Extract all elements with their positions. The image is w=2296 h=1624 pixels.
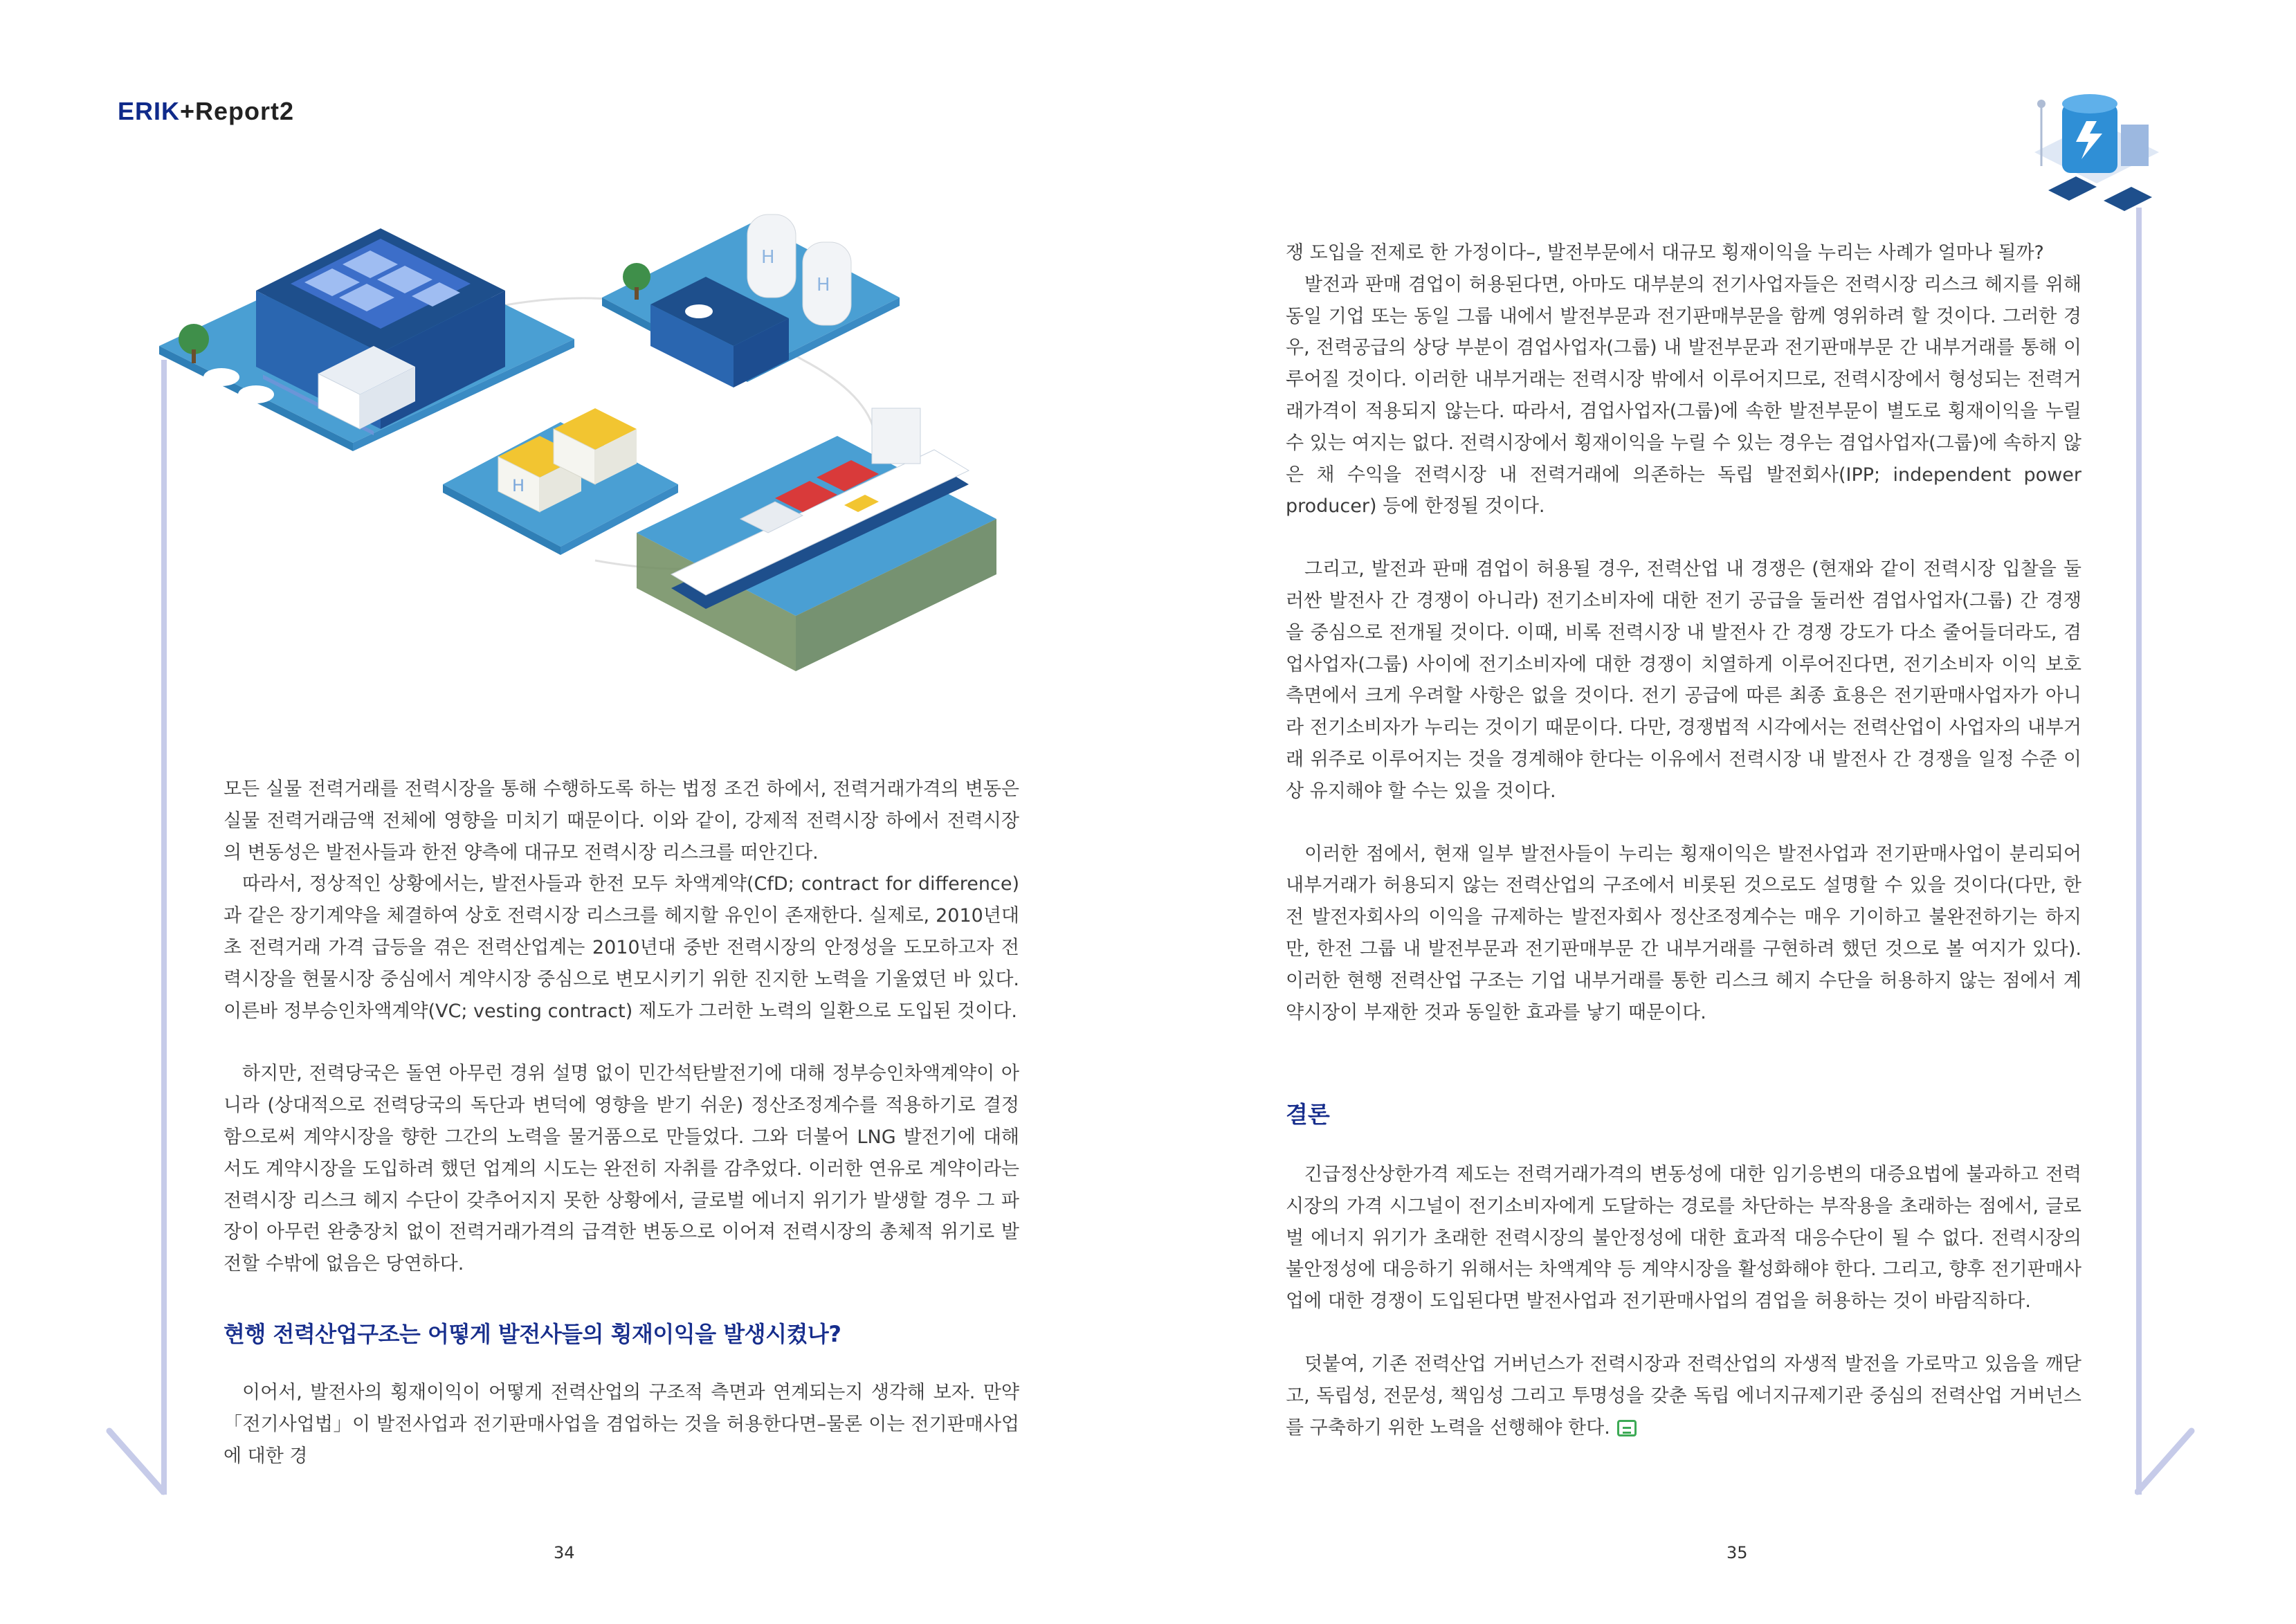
right-rule-hook xyxy=(2135,1418,2204,1502)
right-paragraph-1: 쟁 도입을 전제로 한 가정이다–, 발전부문에서 대규모 횡재이익을 누리는 사례가 얼마나 될까? xyxy=(1286,242,2044,264)
right-page-body xyxy=(1286,237,2081,1028)
left-rule-hook xyxy=(104,1418,173,1502)
page-number-left: 34 xyxy=(554,1543,575,1562)
cargo-ship-plot xyxy=(637,408,996,671)
h2-label-3: H xyxy=(512,476,525,495)
right-paragraph-4: 이러한 점에서, 현재 일부 발전사들이 누리는 횡재이익은 발전사업과 전기판매사업이 분리되어 내부거래가 허용되지 않는 전력산업의 구조에서 비롯된 것으로도 설명할 수 있을 것이다(다만, 한전 발전자회사의 이익을 규제하는 발전자회사 정산조정계수는 매우 기이하고 불완전하기는 하지만, 한전 그룹 내 발전부문과 전기판매부문 간 내부거래를 구현하려 했던 것으로 볼 여지가 있다). 이러한 현행 전력산업 구조는 기업 내부거래를 통한 리스크 헤지 수단을 허용하지 않는 점에서 계약시장이 부재한 것과 동일한 효과를 낳기 때문이다. xyxy=(1286,843,2081,1023)
report-logo xyxy=(118,97,294,126)
energy-illustration xyxy=(152,201,1024,685)
right-paragraph-3: 그리고, 발전과 판매 겸업이 허용될 경우, 전력산업 내 경쟁은 (현재와 같이 전력시장 입찰을 둘러싼 발전사 간 경쟁이 아니라) 전기소비자에 대한 전기 공급을 둘러싼 겸업사업자(그룹) 간 경쟁을 중심으로 전개될 것이다. 이때, 비록 전력시장 내 발전사 간 경쟁 강도가 다소 줄어들더라도, 겸업사업자(그룹) 사이에 전기소비자에 대한 경쟁이 치열하게 이루어진다면, 전기소비자 이익 보호 측면에서 크게 우려할 사항은 없을 것이다. 전기 공급에 따른 최종 효용은 전기판매사업자가 아니라 전기소비자가 누리는 것이기 때문이다. 다만, 경쟁법적 시각에서는 전력산업이 사업자의 내부거래 위주로 이루어지는 것을 경계해야 한다는 이유에서 전력시장 내 발전사 간 경쟁을 일정 수준 이상 유지해야 할 수는 있을 것이다. xyxy=(1286,558,2081,802)
h2-label-1: H xyxy=(761,247,775,268)
hydrogen-plant-plot xyxy=(602,215,900,387)
right-paragraph-6-wrap xyxy=(1286,1349,2081,1443)
h2-label-2: H xyxy=(817,275,830,295)
right-paragraph-6: 덧붙여, 기존 전력산업 거버넌스가 전력시장과 전력산업의 자생적 발전을 가로막고 있음을 깨닫고, 독립성, 전문성, 책임성 그리고 투명성을 갖춘 독립 에너지규제기관 중심의 전력산업 거버넌스를 구축하기 위한 노력을 선행해야 한다. xyxy=(1286,1353,2081,1439)
left-page-body-2 xyxy=(224,1377,1019,1472)
end-mark-icon xyxy=(1617,1420,1637,1436)
right-paragraph-5: 긴급정산상한가격 제도는 전력거래가격의 변동성에 대한 임기응변의 대증요법에 불과하고 전력시장의 가격 시그널이 전기소비자에게 도달하는 경로를 차단하는 부작용을 초래하는 점에서, 글로벌 에너지 위기가 초래한 전력시장의 불안정성에 대한 효과적 대응수단이 될 수 없다. 전력시장의 불안정성에 대응하기 위해서는 차액계약 등 계약시장을 활성화해야 한다. 그리고, 향후 전기판매사업에 대한 경쟁이 도입된다면 발전사업과 전기판매사업의 겸업을 허용하는 것이 바람직하다. xyxy=(1286,1164,2081,1313)
logo-report: +Report2 xyxy=(180,97,295,125)
left-paragraph-3: 하지만, 전력당국은 돌연 아무런 경위 설명 없이 민간석탄발전기에 대해 정부승인차액계약이 아니라 (상대적으로 전력당국의 독단과 변덕에 영향을 받기 쉬운) 정산조정계수를 적용하기로 결정함으로써 계약시장을 향한 그간의 노력을 물거품으로 만들었다. 그와 더불어 LNG 발전기에 대해서도 계약시장을 도입하려 했던 업계의 시도는 완전히 자취를 감추었다. 이러한 연유로 계약이라는 전력시장 리스크 헤지 수단이 갖추어지지 못한 상황에서, 글로벌 에너지 위기가 발생할 경우 그 파장이 아무런 완충장치 없이 전력거래가격의 급격한 변동으로 이어져 전력시장의 총체적 위기로 발전할 수밖에 없음은 당연하다. xyxy=(224,1063,1019,1275)
left-page-body xyxy=(224,774,1019,1280)
logo-erik: ERIK xyxy=(118,97,181,125)
right-page-body-2 xyxy=(1286,1159,2081,1443)
left-section-heading: 현행 전력산업구조는 어떻게 발전사들의 횡재이익을 발생시켰나? xyxy=(224,1321,841,1347)
solar-building-plot xyxy=(159,228,574,451)
power-plant-icon xyxy=(2021,62,2173,228)
left-paragraph-4: 이어서, 발전사의 횡재이익이 어떻게 전력산업의 구조적 측면과 연계되는지 생각해 보자. 만약 「전기사업법」이 발전사업과 전기판매사업을 겸업하는 것을 허용한다면–물론 이는 전기판매사업에 대한 경 xyxy=(224,1382,1019,1467)
right-rule-vertical xyxy=(2136,208,2142,1495)
left-paragraph-2: 따라서, 정상적인 상황에서는, 발전사들과 한전 모두 차액계약(CfD; contract for difference)과 같은 장기계약을 체결하여 상호 전력시장 리스크를 헤지할 유인이 존재한다. 실제로, 2010년대 초 전력거래 가격 급등을 겪은 전력산업계는 2010년대 중반 전력시장의 안정성을 도모하고자 전력시장을 현물시장 중심에서 계약시장 중심으로 변모시키기 위한 진지한 노력을 기울였던 바 있다. 이른바 정부승인차액계약(VC; vesting contract) 제도가 그러한 노력의 일환으로 도입된 것이다. xyxy=(224,873,1019,1022)
page-number-right: 35 xyxy=(1726,1543,1748,1562)
left-paragraph-1: 모든 실물 전력거래를 전력시장을 통해 수행하도록 하는 법정 조건 하에서, 전력거래가격의 변동은 실물 전력거래금액 전체에 영향을 미치기 때문이다. 이와 같이, 강제적 전력시장 하에서 전력시장의 변동성은 발전사들과 한전 양측에 대규모 전력시장 리스크를 떠안긴다. xyxy=(224,778,1019,864)
right-section-heading: 결론 xyxy=(1286,1101,1330,1128)
right-paragraph-2: 발전과 판매 겸업이 허용된다면, 아마도 대부분의 전기사업자들은 전력시장 리스크 헤지를 위해 동일 기업 또는 동일 그룹 내에서 발전부문과 전기판매부문을 함께 영위하려 할 것이다. 그러한 경우, 전력공급의 상당 부분이 겸업사업자(그룹) 내 발전부문과 전기판매부문 간 내부거래를 통해 이루어질 것이다. 이러한 내부거래는 전력시장 밖에서 이루어지므로, 전력시장에서 형성되는 전력거래가격이 적용되지 않는다. 따라서, 겸업사업자(그룹)에 속한 발전부문이 별도로 횡재이익을 누릴 수 있는 여지는 없다. 전력시장에서 횡재이익을 누릴 수 있는 경우는 겸업사업자(그룹)에 속하지 않은 채 수익을 전력시장 내 전력거래에 의존하는 독립 발전회사(IPP; independent power producer) 등에 한정될 것이다. xyxy=(1286,273,2081,518)
